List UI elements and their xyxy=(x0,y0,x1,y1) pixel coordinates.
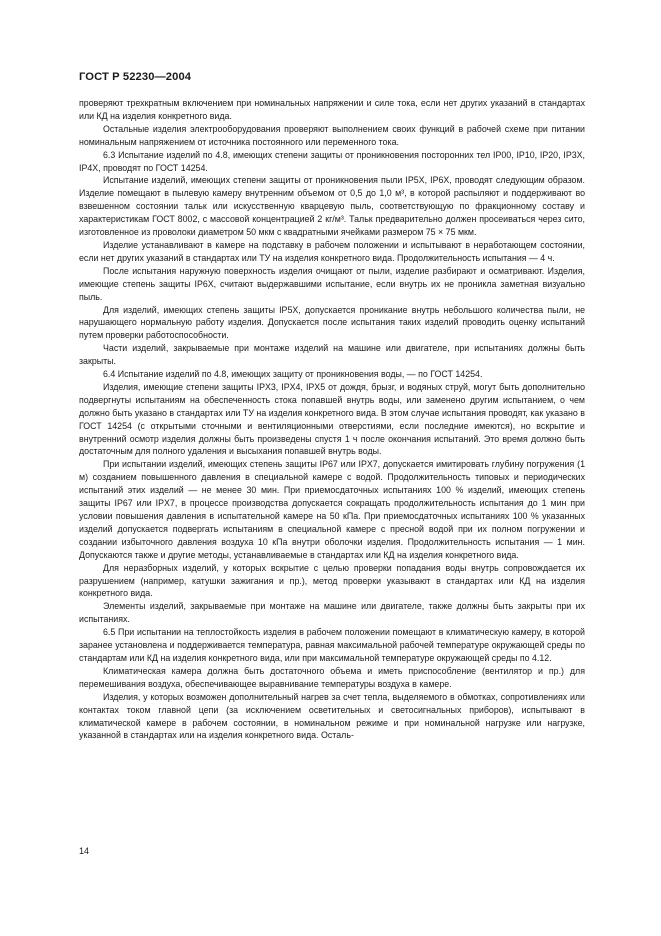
body-text xyxy=(79,97,585,742)
standard-header: ГОСТ Р 52230—2004 xyxy=(79,71,192,83)
paragraph: После испытания наружную поверхность изделия очищают от пыли, изделие разбирают и осматривают. Изделия, имеющие степень защиты IP6X, считают выдержавшими испытание, если внутрь их не проникла заметная визуально пыль. xyxy=(79,265,585,302)
paragraph: Изделия, имеющие степени защиты IPX3, IPX4, IPX5 от дождя, брызг, и водяных струй, могут быть дополнительно подвергнуты испытаниям на обеспеченность стока попавшей внутрь воды, или заменено другим испытанием, о чем должно быть указано в стандартах или ТУ на изделия конкретного вида. В этом случае испытания проводят, как указано в ГОСТ 14254 (с открытыми сточными и вентиляционными отверстиями, если последние имеются), но вскрытие и внутренний осмотр изделия должны быть произведены спустя 1 ч после окончания испытаний. Это время должно быть достаточным для полного удаления и высыхания попавшей внутрь воды. xyxy=(79,381,585,457)
paragraph: Для изделий, имеющих степень защиты IP5X, допускается проникание внутрь небольшого количества пыли, не нарушающего нормальную работу изделия. Допускается после испытания таких изделий проводить оценку испытаний путем проверки работоспособности. xyxy=(79,304,585,341)
paragraph: Испытание изделий, имеющих степени защиты от проникновения пыли IP5X, IP6X, проводят следующим образом. Изделие помещают в пылевую камеру внутренним объемом от 0,5 до 1,0 м³, в которой распыляют и поддерживают во взвешенном состоянии тальк или искусственную кварцевую пыль, соответствующую по фракционному составу и характеристикам ГОСТ 8002, с массовой концентрацией 2 кг/м³. Тальк предварительно должен просеиваться через сито, изготовленное из проволоки диаметром 50 мкм с квадратными ячейками размером 75 × 75 мкм. xyxy=(79,175,585,238)
paragraph: Части изделий, закрываемые при монтаже изделий на машине или двигателе, при испытаниях должны быть закрыты. xyxy=(79,343,585,367)
clause-6-4: 6.4 Испытание изделий по 4.8, имеющих защиту от проникновения воды, — по ГОСТ 14254. xyxy=(103,369,483,380)
paragraph: При испытании изделий, имеющих степень защиты IP67 или IPX7, допускается имитировать глубину погружения (1 м) созданием повышенного давления в специальной камере с водой. Продолжительность типовых и периодических испытаний этих изделий — не менее 30 мин. При приемосдаточных испытаниях 100 % изделий, имеющих степень защиты IP67 или IPX7, в процессе производства допускается сокращать продолжительность испытания до 1 мин при условии повышения давления в испытательной камере на 50 кПа. При приемосдаточных испытаниях 100 % указанных изделий допускается подвергать испытаниям в специальной камере с пресной водой при их полном погружении и создании избыточного давления воздуха 10 кПа внутри оболочки изделия. Продолжительность испытания — 1 мин. Допускаются также и другие методы, устанавливаемые в стандартах или КД на изделия конкретного вида. xyxy=(79,459,585,560)
paragraph: Остальные изделия электрооборудования проверяют выполнением своих функций в рабочей схеме при питании номинальным напряжением от источника постоянного или переменного тока. xyxy=(79,123,585,147)
clause-6-5: 6.5 При испытании на теплостойкость изделия в рабочем положении помещают в климатическую камеру, в которой заранее установлена и поддерживается температура, равная максимальной рабочей температуре окружающей среды по стандартам или КД на изделия конкретного вида, или при максимальной температуре окружающей среды по 4.12. xyxy=(79,627,585,663)
paragraph: Климатическая камера должна быть достаточного объема и иметь приспособление (вентилятор и пр.) для перемешивания воздуха, обеспечивающее выравнивание температуры воздуха в камере. xyxy=(79,665,585,689)
clause-6-3: 6.3 Испытание изделий по 4.8, имеющих степени защиты от проникновения посторонних тел IP00, IP10, IP20, IP3X, IP4X, проводят по ГОСТ 14254. xyxy=(79,149,585,173)
page-number: 14 xyxy=(79,846,90,856)
paragraph-continuation: проверяют трехкратным включением при номинальных напряжении и силе тока, если нет других указаний в стандартах или КД на изделия конкретного вида. xyxy=(79,98,585,121)
paragraph: Изделия, у которых возможен дополнительный нагрев за счет тепла, выделяемого в обмотках, сопротивлениях или контактах током главной цепи (за исключением осветительных и светосигнальных приборов), испытывают в климатической камере в рабочем состоянии, в номинальном режиме и при номинальной нагрузке или нагрузке, указанной в стандартах или на изделия конкретного вида. Осталь- xyxy=(79,691,585,741)
paragraph: Для неразборных изделий, у которых вскрытие с целью проверки попадания воды внутрь сопровождается их разрушением (например, катушки зажигания и пр.), метод проверки указывают в стандартах или КД на изделия конкретного вида. xyxy=(79,562,585,599)
paragraph: Изделие устанавливают в камере на подставку в рабочем положении и испытывают в неработающем состоянии, если нет других указаний в стандартах или ТУ на изделия конкретного вида. Продолжительность испытания — 4 ч. xyxy=(79,239,585,263)
paragraph: Элементы изделий, закрываемые при монтаже на машине или двигателе, также должны быть закрыты при их испытаниях. xyxy=(79,601,585,625)
